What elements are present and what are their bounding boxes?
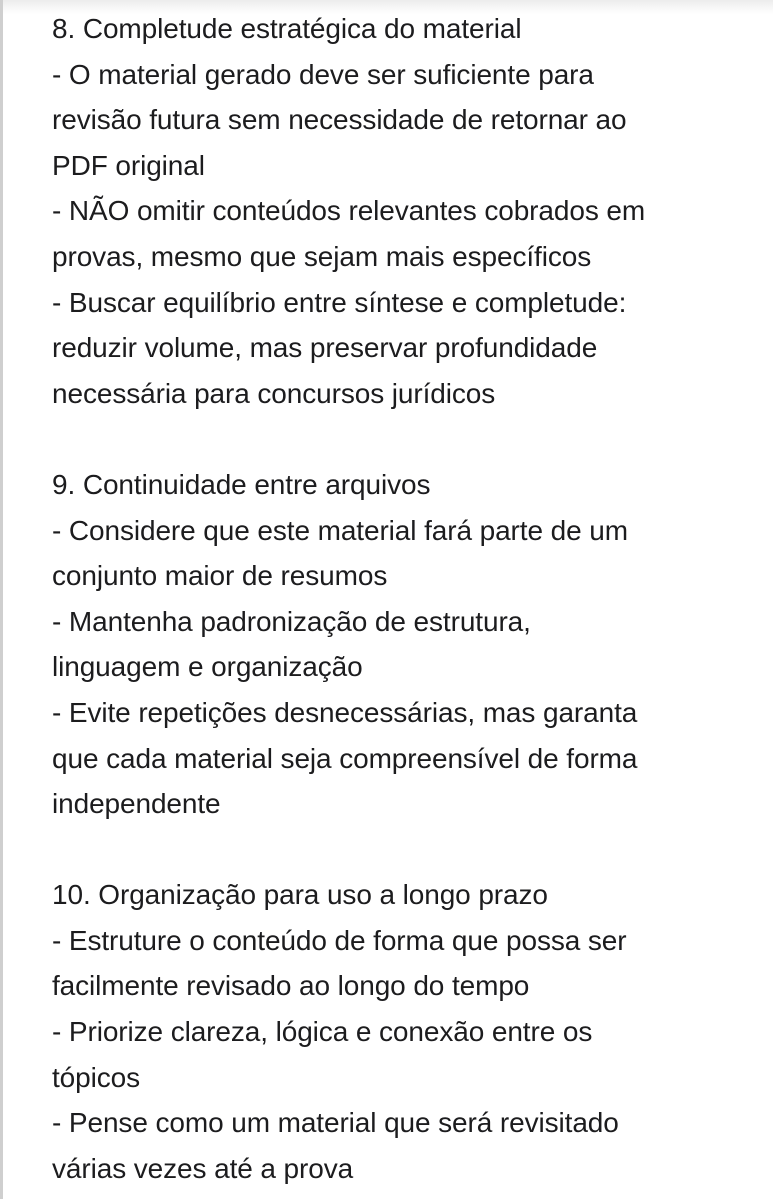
- text-line: tópicos: [52, 1061, 141, 1093]
- section-title: 9. Continuidade entre arquivos: [52, 468, 431, 500]
- text-line: - Evite repetições desnecessárias, mas garanta: [52, 696, 638, 728]
- text-line: várias vezes até a prova: [52, 1152, 354, 1184]
- text-line: conjunto maior de resumos: [52, 560, 388, 592]
- section-9: [52, 462, 752, 827]
- text-line: necessária para concursos jurídicos: [52, 377, 496, 409]
- text-line: - Priorize clareza, lógica e conexão entre os: [52, 1016, 593, 1048]
- text-line: provas, mesmo que sejam mais específicos: [52, 240, 592, 272]
- section-10: [52, 872, 752, 1191]
- section-spacer: [52, 416, 752, 462]
- text-line: linguagem e organização: [52, 651, 363, 683]
- document-text: [52, 6, 752, 1191]
- text-line: independente: [52, 788, 221, 820]
- section-title: 8. Completude estratégica do material: [52, 13, 522, 44]
- section-8: [52, 6, 752, 416]
- section-title: 10. Organização para uso a longo prazo: [52, 879, 548, 911]
- text-line: - NÃO omitir conteúdos relevantes cobrados em: [52, 195, 646, 227]
- text-line: - Mantenha padronização de estrutura,: [52, 605, 531, 637]
- text-line: revisão futura sem necessidade de retornar ao: [52, 104, 627, 136]
- text-line: - O material gerado deve ser suficiente para: [52, 58, 594, 90]
- text-line: - Considere que este material fará parte de um: [52, 514, 628, 546]
- text-line: PDF original: [52, 149, 205, 181]
- text-line: - Pense como um material que será revisitado: [52, 1107, 619, 1139]
- text-line: que cada material seja compreensível de forma: [52, 742, 638, 774]
- text-line: reduzir volume, mas preservar profundidade: [52, 332, 598, 364]
- text-line: - Buscar equilíbrio entre síntese e completude:: [52, 286, 627, 318]
- section-spacer: [52, 827, 752, 873]
- text-line: facilmente revisado ao longo do tempo: [52, 970, 530, 1002]
- text-line: - Estruture o conteúdo de forma que possa ser: [52, 924, 627, 956]
